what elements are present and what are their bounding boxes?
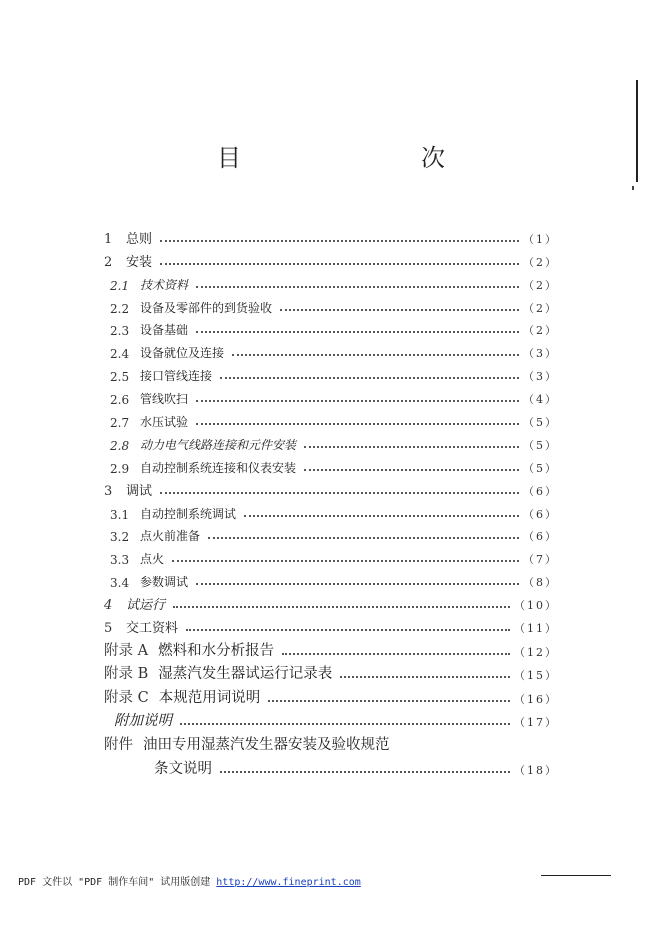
toc-entry-number: 2.7 (110, 416, 130, 431)
margin-rule-tick (632, 186, 634, 190)
toc-entry-page: （5） (523, 461, 558, 475)
toc-entry-page: （6） (523, 530, 558, 544)
footer-link[interactable]: http://www.fineprint.com (216, 877, 361, 888)
toc-entry[interactable] (104, 683, 558, 707)
toc-entry-label: 设备就位及连接 (140, 346, 225, 361)
toc-entry-number: 2.1 (110, 278, 130, 293)
toc-leader-dots (196, 286, 519, 288)
toc-entry[interactable] (104, 316, 558, 339)
toc-entry-number: 2 (104, 254, 113, 270)
toc-entry-label: 水压试验 (140, 415, 189, 430)
toc-entry-page: （8） (523, 576, 558, 590)
toc-entry[interactable] (104, 361, 558, 384)
toc-entry-page: （3） (523, 347, 558, 361)
toc-leader-dots (220, 771, 510, 773)
toc-leader-dots (160, 240, 519, 242)
toc-entry-number: 2.8 (110, 438, 130, 453)
toc-leader-dots (304, 469, 519, 471)
toc-entry[interactable] (104, 293, 558, 316)
toc-entry-page: （2） (523, 324, 558, 338)
toc-entry[interactable] (104, 544, 558, 567)
toc-entry-page: （5） (523, 416, 558, 430)
toc-entry[interactable] (104, 338, 558, 361)
toc-entry-page: （6） (523, 507, 558, 521)
toc-entry-page: （2） (523, 278, 558, 292)
footer-text: PDF 文件以 "PDF 制作车间" 试用版创建 (18, 877, 211, 888)
toc-entry[interactable] (104, 430, 558, 453)
toc-entry-number: 3.1 (110, 507, 130, 522)
toc-entry-page: （12） (514, 645, 558, 659)
toc-entry-label: 参数调试 (140, 575, 189, 590)
table-of-contents (104, 224, 558, 778)
toc-entry-label: 安装 (126, 254, 153, 270)
toc-entry-page: （7） (523, 553, 558, 567)
toc-entry-label: 自动控制系统调试 (140, 506, 237, 521)
toc-leader-dots (340, 676, 510, 678)
toc-entry[interactable] (104, 453, 558, 476)
toc-entry-label: 设备基础 (140, 323, 189, 338)
toc-entry[interactable] (104, 224, 558, 247)
toc-entry-page: （10） (514, 599, 558, 613)
toc-entry[interactable] (104, 499, 558, 522)
toc-leader-dots (196, 583, 519, 585)
toc-entry[interactable] (104, 707, 558, 731)
toc-entry[interactable] (104, 754, 558, 778)
page-title: 目 次 (217, 144, 489, 172)
toc-leader-dots (160, 492, 519, 494)
toc-entry-number: 3.3 (110, 553, 130, 568)
toc-entry-label: 点火 (140, 552, 165, 567)
toc-entry-label: 动力电气线路连接和元件安装 (140, 437, 297, 452)
toc-entry-page: （16） (514, 692, 558, 706)
toc-entry-number: 2.4 (110, 347, 130, 362)
footer (18, 873, 361, 888)
toc-leader-dots (220, 377, 519, 379)
toc-entry-label: 总则 (126, 231, 153, 247)
toc-entry-number: 4 (104, 598, 113, 614)
toc-leader-dots (173, 606, 510, 608)
toc-entry[interactable] (104, 613, 558, 636)
toc-entry-number: 附件 (104, 737, 133, 753)
margin-rule (636, 80, 638, 182)
toc-entry-page: （1） (523, 232, 558, 246)
toc-entry[interactable] (104, 270, 558, 293)
toc-entry[interactable] (104, 660, 558, 684)
toc-entry-page: （18） (514, 763, 558, 777)
toc-entry-number: 3 (104, 483, 113, 499)
toc-entry-number: 3.4 (110, 576, 130, 591)
toc-entry-page: （2） (523, 301, 558, 315)
toc-leader-dots (196, 423, 519, 425)
toc-leader-dots (232, 354, 519, 356)
toc-entry-page: （6） (523, 484, 558, 498)
toc-entry[interactable] (104, 567, 558, 590)
toc-entry-page: （15） (514, 669, 558, 683)
toc-leader-dots (268, 700, 510, 702)
toc-entry-page: （5） (523, 438, 558, 452)
toc-entry-label: 交工资料 (126, 621, 179, 637)
toc-leader-dots (186, 629, 510, 631)
toc-entry-label: 技术资料 (140, 277, 189, 292)
toc-entry-label: 油田专用湿蒸汽发生器安装及验收规范 (143, 737, 390, 753)
toc-entry-number: 2.3 (110, 324, 130, 339)
footer-rule (541, 875, 611, 876)
toc-leader-dots (196, 400, 519, 402)
toc-entry[interactable] (104, 590, 558, 613)
toc-entry-label: 点火前准备 (140, 529, 201, 544)
toc-entry-label: 设备及零部件的到货验收 (140, 300, 273, 315)
toc-entry[interactable] (104, 522, 558, 545)
toc-entry-number: 附录 C (104, 689, 149, 706)
toc-entry-label: 附加说明 (114, 713, 172, 730)
toc-entry[interactable] (104, 730, 558, 754)
toc-entry-label: 自动控制系统连接和仪表安装 (140, 460, 297, 475)
toc-leader-dots (172, 560, 519, 562)
toc-entry-number: 附录 B (104, 666, 149, 683)
toc-entry-page: （11） (514, 622, 558, 636)
toc-entry-page: （2） (523, 255, 558, 269)
toc-entry-label: 本规范用词说明 (158, 689, 261, 706)
toc-leader-dots (196, 331, 519, 333)
toc-leader-dots (282, 653, 510, 655)
toc-entry-number: 2.9 (110, 461, 130, 476)
toc-entry-number: 2.5 (110, 370, 130, 385)
toc-entry-page: （17） (514, 716, 558, 730)
toc-entry-number: 2.2 (110, 301, 130, 316)
toc-entry[interactable] (104, 636, 558, 660)
toc-entry-number: 2.6 (110, 393, 130, 408)
toc-entry-label: 燃料和水分析报告 (158, 642, 275, 659)
toc-entry-number: 3.2 (110, 530, 130, 545)
toc-leader-dots (304, 446, 519, 448)
toc-leader-dots (244, 515, 519, 517)
toc-entry-number: 附录 A (104, 642, 149, 659)
toc-entry[interactable] (104, 407, 558, 430)
toc-entry-page: （3） (523, 370, 558, 384)
toc-entry-number: 1 (104, 231, 113, 247)
toc-leader-dots (180, 723, 510, 725)
toc-entry-number: 5 (104, 621, 113, 637)
toc-entry-label: 接口管线连接 (140, 369, 213, 384)
toc-leader-dots (280, 309, 519, 311)
toc-entry-label: 调试 (126, 483, 153, 499)
toc-entry-label: 湿蒸汽发生器试运行记录表 (158, 666, 333, 683)
toc-entry-label: 试运行 (126, 598, 166, 614)
toc-entry-label: 管线吹扫 (140, 392, 189, 407)
toc-leader-dots (208, 537, 519, 539)
toc-leader-dots (160, 263, 519, 265)
toc-entry-label: 条文说明 (154, 760, 212, 777)
toc-entry[interactable] (104, 247, 558, 270)
toc-entry[interactable] (104, 476, 558, 499)
toc-entry[interactable] (104, 384, 558, 407)
toc-entry-page: （4） (523, 393, 558, 407)
